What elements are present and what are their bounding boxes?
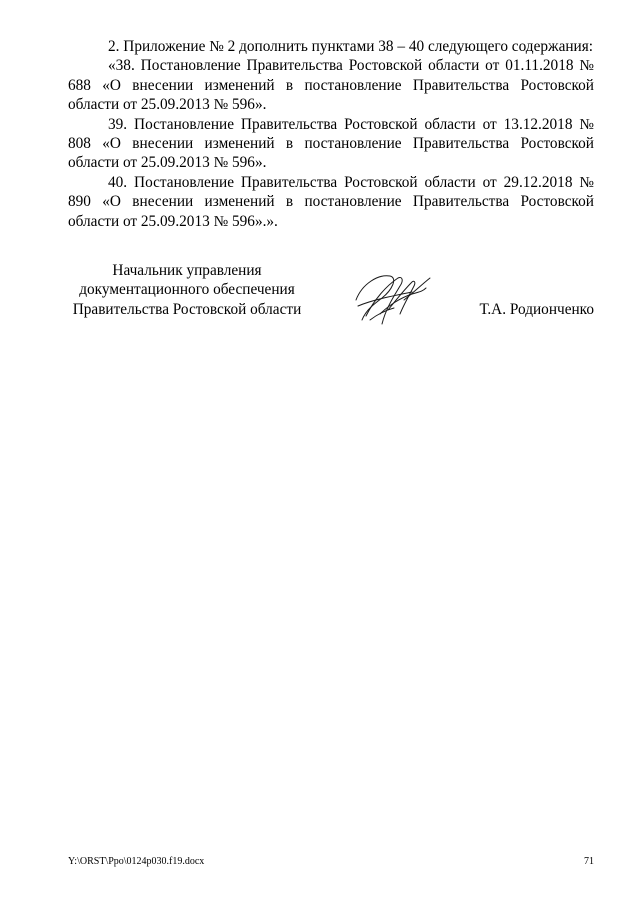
paragraph-item-2: 2. Приложение № 2 дополнить пунктами 38 – 40 следующего содержания:: [108, 38, 594, 55]
footer-page-number: 71: [584, 856, 594, 867]
body-text: [68, 37, 594, 231]
signatory-name: Т.А. Родионченко: [479, 301, 594, 318]
signatory-position: [68, 261, 306, 319]
position-line: Начальник управления: [112, 262, 262, 279]
paragraph-item-38: «38. Постановление Правительства Ростовской области от 01.11.2018 № 688 «О внесении изменений в постановление Правительства Ростовской области от 25.09.2013 № 596».: [68, 57, 594, 114]
handwritten-signature: [352, 270, 442, 326]
position-line: документационного обеспечения: [79, 281, 295, 299]
paragraph-item-40: 40. Постановление Правительства Ростовской области от 29.12.2018 № 890 «О внесении изменений в постановление Правительства Ростовской области от 25.09.2013 № 596».».: [68, 173, 594, 230]
position-line: Правительства Ростовской области: [72, 300, 302, 318]
paragraph-item-39: 39. Постановление Правительства Ростовской области от 13.12.2018 № 808 «О внесении изменений в постановление Правительства Ростовской области от 25.09.2013 № 596».: [68, 115, 594, 172]
footer-file-path: Y:\ORST\Ppo\0124p030.f19.docx: [68, 856, 205, 867]
